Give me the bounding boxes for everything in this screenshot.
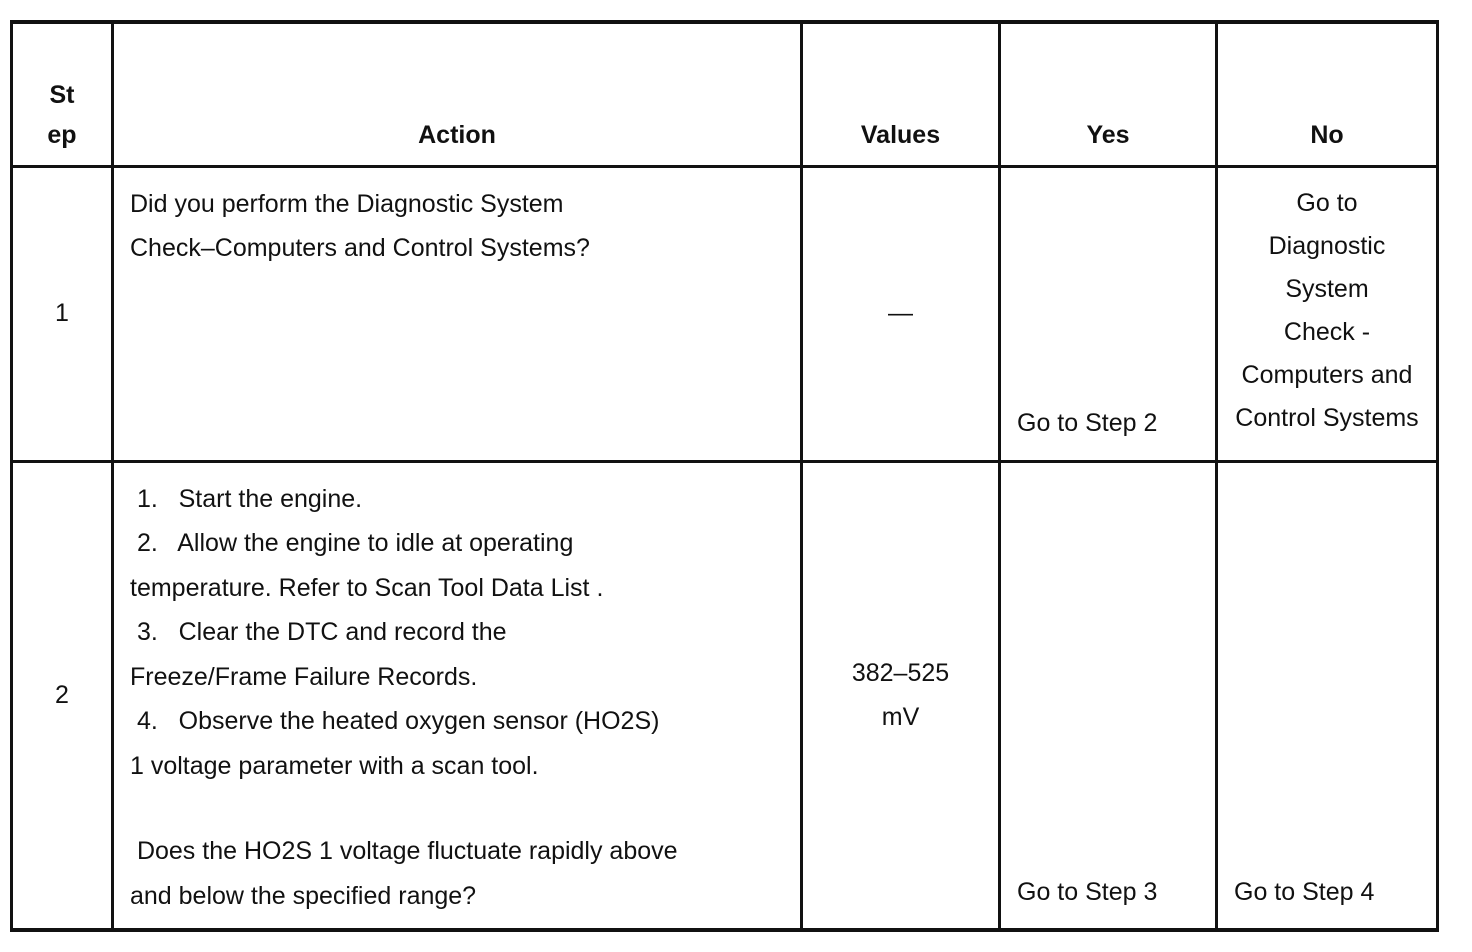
yes-cell: Go to Step 3 (1000, 461, 1217, 930)
no-cell (1217, 166, 1438, 461)
action-line: Check–Computers and Control Systems? (130, 234, 590, 262)
step-number: 1 (12, 166, 113, 461)
spacer (130, 788, 800, 829)
question-line: Does the HO2S 1 voltage fluctuate rapidly above (130, 837, 678, 865)
value-cell (802, 461, 1000, 930)
value-line: mV (881, 703, 920, 732)
action-line: 1. Start the engine. (130, 484, 363, 513)
header-step (12, 22, 113, 166)
table-row (12, 166, 1438, 461)
no-line: Control Systems (1235, 403, 1419, 432)
value-line: 382–525 (851, 659, 950, 688)
header-yes: Yes (1000, 22, 1217, 166)
no-line: Go to (1296, 188, 1358, 217)
no-line: System (1285, 274, 1369, 303)
table-row (12, 461, 1438, 930)
action-line: 1 voltage parameter with a scan tool. (130, 751, 539, 780)
action-line: temperature. Refer to Scan Tool Data List . (130, 573, 604, 602)
no-cell: Go to Step 4 (1217, 461, 1438, 930)
header-action: Action (113, 22, 802, 166)
action-line: Did you perform the Diagnostic System (130, 189, 564, 218)
action-line: Freeze/Frame Failure Records. (130, 662, 478, 691)
action-line: 2. Allow the engine to idle at operating (130, 529, 574, 557)
action-cell (113, 461, 802, 930)
header-step-line2: ep (47, 120, 77, 149)
action-line: 3. Clear the DTC and record the (130, 618, 507, 646)
no-line: Diagnostic (1268, 231, 1386, 260)
action-cell (113, 166, 802, 461)
step-number: 2 (12, 461, 113, 930)
no-line: Computers and (1241, 360, 1413, 389)
action-line: 4. Observe the heated oxygen sensor (HO2S) (130, 707, 660, 735)
no-line: Check - (1283, 317, 1371, 346)
header-no: No (1217, 22, 1438, 166)
question-line: and below the specified range? (130, 881, 477, 910)
header-step-line1: St (49, 80, 75, 109)
value-cell: — (802, 166, 1000, 461)
yes-cell: Go to Step 2 (1000, 166, 1217, 461)
header-values: Values (802, 22, 1000, 166)
diagnostic-table (10, 20, 1439, 932)
header-row (12, 22, 1438, 166)
